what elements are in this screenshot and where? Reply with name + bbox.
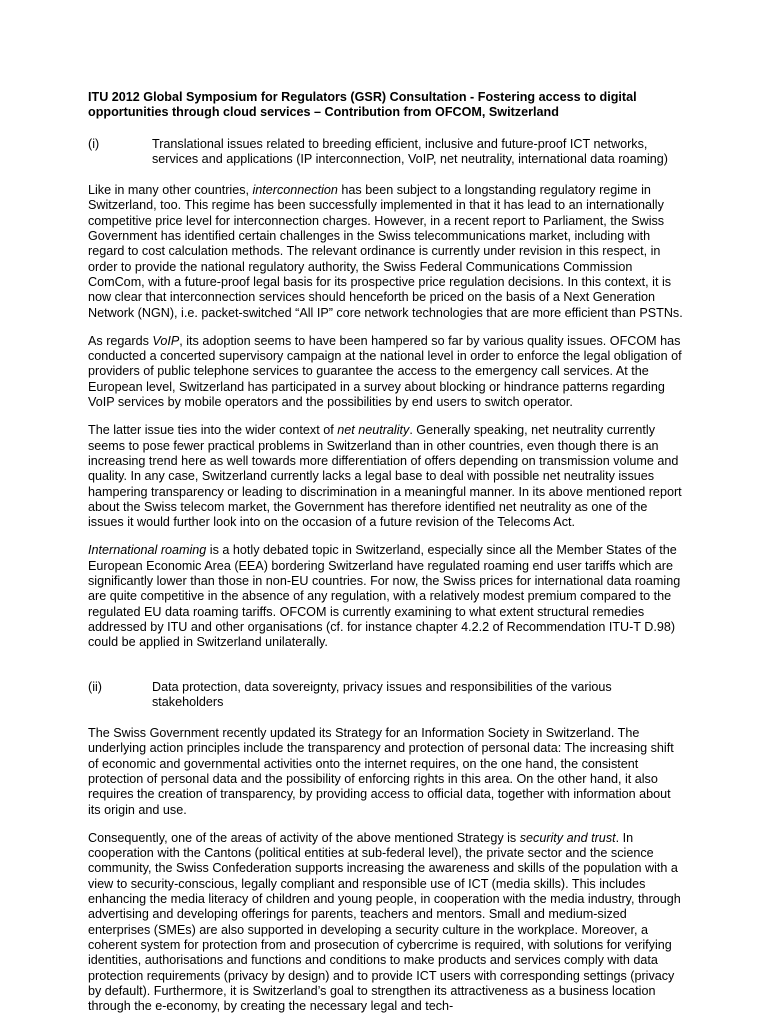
section-number: (i)	[88, 136, 100, 151]
paragraph-text: The latter issue ties into the wider context of	[88, 423, 338, 438]
spacer	[88, 651, 685, 680]
paragraph-text: , its adoption seems to have been hampered so far by various quality issues. OFCOM has conducted a concerted supervisory campaign at the national level in order to enforce the legal obligation of providers of public telephone services to guarantee the access to the emergency call services. At the European level, Switzerland has participated in a survey about blocking or hindrance patterns regarding VoIP services by mobile operators and the possibilities by end users to switch operator.	[88, 333, 682, 410]
paragraph-text: As regards	[88, 333, 153, 348]
paragraph-text: . In cooperation with the Cantons (political entities at sub-federal level), the private sector and the science community, the Swiss Confederation supports increasing the awareness and skills of the population with a view to security-conscious, legally compliant and responsible use of ICT (media skills). This includes enhancing the media literacy of children and young people, in cooperation with the media industry, through advertising and developing offerings for parents, teachers and mentors. Small and medium-sized enterprises (SMEs) are also supported in developing a security culture in the workplace. Moreover, a coherent system for protection from and prosecution of cybercrime is required, with solutions for verifying identities, authorisations and functions and conditions to make products and services comply with data protection requirements (privacy by design) and to provide ICT users with corresponding settings (privacy by default). Furthermore, it is Switzerland’s goal to strengthen its attractiveness as a business location through the e-economy, by creating the necessary legal and tech-	[88, 830, 681, 1014]
paragraph-text: The Swiss Government recently updated its Strategy for an Information Society in Switzerland. The underlying action principles include the transparency and protection of personal data: The increasing shift of economic and governmental activities onto the internet requires, on the one hand, the consistent protection of personal data and the possibility of enforcing rights in this area. On the other hand, it also requires the creation of transparency, by providing access to official data, together with information about its origin and use.	[88, 726, 674, 817]
spacer	[88, 530, 685, 543]
paragraph-interconnection	[88, 183, 685, 321]
spacer	[88, 710, 685, 726]
section-number: (ii)	[88, 679, 102, 694]
paragraph-emphasis: security and trust	[519, 830, 616, 845]
paragraph-text: has been subject to a longstanding regulatory regime in Switzerland, too. This regime has been successfully implemented in that it has lead to an internationally competitive price level for interconnection charges. However, in a recent report to Parliament, the Swiss Government has identified certain challenges in the Swiss telecommunications market, including with regard to cost calculation methods. The relevant ordinance is currently under revision in this respect, in order to provide the national regulatory authority, the Swiss Federal Communications Commission ComCom, with a future-proof legal basis for its prospective price regulation decisions. In this context, it is now clear that interconnection services should henceforth be priced on the basis of a Next Generation Network (NGN), i.e. packet-switched “All IP” core network technologies that are more efficient than PSTNs.	[88, 183, 683, 320]
paragraph-net-neutrality	[88, 423, 685, 530]
section-heading-i	[88, 137, 685, 168]
paragraph-emphasis: International roaming	[88, 543, 207, 558]
spacer	[88, 121, 685, 137]
paragraph-voip	[88, 334, 685, 410]
paragraph-text: . Generally speaking, net neutrality currently seems to pose fewer practical problems in Switzerland than in other countries, even though there is an increasing trend here as well towards more differentiation of offers depending on transmission volume and quality. In any case, Switzerland currently lacks a legal base to deal with possible net neutrality issues hampering transparency or leading to discrimination in a meaningful manner. In its above mentioned report about the Swiss telecom market, the Government has therefore identified net neutrality as one of the issues it would further look into on the occasion of a future revision of the Telecoms Act.	[88, 423, 682, 530]
paragraph-emphasis: VoIP	[152, 333, 180, 348]
spacer	[88, 818, 685, 831]
spacer	[88, 167, 685, 183]
paragraph-international-roaming	[88, 543, 685, 650]
paragraph-emphasis: net neutrality	[337, 423, 410, 438]
section-heading-text: Data protection, data sovereignty, privacy issues and responsibilities of the various stakeholders	[152, 679, 612, 709]
paragraph-text: Like in many other countries,	[88, 183, 253, 198]
paragraph-security-and-trust	[88, 831, 685, 1014]
document-title: ITU 2012 Global Symposium for Regulators (GSR) Consultation - Fostering access to digital opportunities through cloud services – Contribution from OFCOM, Switzerland	[88, 90, 637, 120]
paragraph-text: is a hotly debated topic in Switzerland, especially since all the Member States of the European Economic Area (EEA) bordering Switzerland have regulated roaming end user tariffs which are significantly lower than those in non-EU countries. For now, the Swiss prices for international data roaming are quite competitive in the absence of any regulation, with a relatively modest premium compared to the regulated EU data roaming tariffs. OFCOM is currently examining to what extent structural remedies addressed by ITU and other organisations (cf. for instance chapter 4.2.2 of Recommendation ITU-T D.98) could be applied in Switzerland unilaterally.	[88, 543, 681, 650]
spacer	[88, 321, 685, 334]
paragraph-text: Consequently, one of the areas of activity of the above mentioned Strategy is	[88, 830, 520, 845]
paragraph-information-society-strategy	[88, 726, 685, 818]
paragraph-emphasis: interconnection	[252, 183, 338, 198]
spacer	[88, 410, 685, 423]
section-heading-ii	[88, 680, 685, 711]
section-heading-text: Translational issues related to breeding efficient, inclusive and future-proof ICT networks, services and applications (IP interconnection, VoIP, net neutrality, international data roaming)	[152, 136, 668, 166]
